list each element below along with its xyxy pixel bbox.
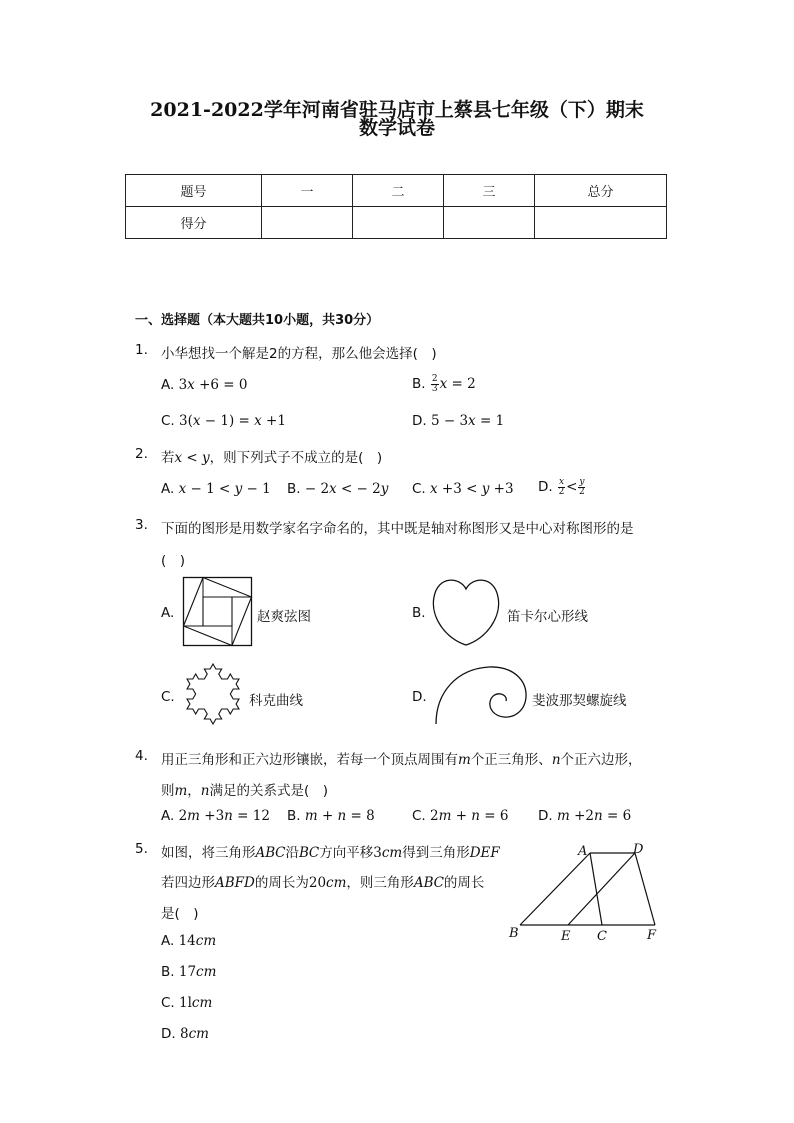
line-de bbox=[568, 853, 635, 925]
option-label: C. bbox=[412, 481, 426, 497]
option-label: B. bbox=[161, 964, 175, 980]
translation-figure bbox=[505, 840, 670, 945]
q3-option-b-label[interactable]: B. bbox=[412, 605, 426, 621]
option-text: 3𝑥 +6 = 0 bbox=[178, 377, 248, 393]
stem-text: 沿 bbox=[285, 845, 299, 861]
score-header-cell: 三 bbox=[444, 175, 535, 207]
stem-text: 用正三角形和正六边形镶嵌，若每一个顶点周围有 bbox=[161, 752, 458, 768]
q2-option-d[interactable] bbox=[538, 478, 586, 497]
point-label-e: E bbox=[561, 929, 571, 944]
option-label: A. bbox=[161, 377, 175, 393]
option-label: D. bbox=[412, 413, 427, 429]
q3-option-a-text: 赵爽弦图 bbox=[257, 609, 311, 625]
q3-option-d-label[interactable]: D. bbox=[412, 689, 427, 705]
stem-text: ，则三角形 bbox=[346, 875, 414, 891]
q5-option-b[interactable] bbox=[161, 964, 216, 980]
q3-paren: ( ) bbox=[161, 553, 186, 569]
option-label: C. bbox=[161, 995, 175, 1011]
stem-text: 若 bbox=[161, 450, 175, 466]
q4-option-a[interactable] bbox=[161, 808, 270, 824]
score-header-cell: 二 bbox=[353, 175, 444, 207]
line-ac bbox=[590, 853, 602, 925]
stem-math: 𝐴𝐵𝐹𝐷 bbox=[215, 875, 255, 891]
option-text: 1l𝑐𝑚 bbox=[179, 995, 213, 1011]
fraction: $\frac{2}{3}$ bbox=[431, 374, 438, 394]
point-label-d: D bbox=[633, 842, 644, 857]
stem-text: 方向平移 bbox=[319, 845, 374, 861]
stem-text: 满足的关系式是( ) bbox=[209, 783, 329, 799]
zhao-shuang-diagram bbox=[183, 577, 252, 646]
q1-stem: 小华想找一个解是2的方程，那么他会选择( ) bbox=[161, 346, 437, 362]
option-label: B. bbox=[287, 481, 301, 497]
option-text: 17𝑐𝑚 bbox=[178, 964, 217, 980]
option-label: B. bbox=[287, 808, 301, 824]
stem-text: 的周长为 bbox=[254, 875, 309, 891]
stem-text: 如图，将三角形 bbox=[161, 845, 256, 861]
q3-number: 3. bbox=[135, 517, 148, 533]
exam-title-line2: 数学试卷 bbox=[358, 117, 435, 139]
q1-option-d[interactable] bbox=[412, 413, 504, 429]
fraction: $\frac{\text{𝑦}}{2}$ bbox=[579, 477, 585, 497]
stem-math: 𝐷𝐸𝐹 bbox=[469, 845, 500, 861]
score-cell[interactable] bbox=[353, 207, 444, 239]
option-text: 𝑚 + 𝑛 = 8 bbox=[304, 808, 375, 824]
option-label: C. bbox=[161, 413, 175, 429]
q3-option-b-text: 笛卡尔心形线 bbox=[507, 609, 588, 625]
option-text: 2𝑚 +3𝑛 = 12 bbox=[178, 808, 270, 824]
point-label-b: B bbox=[509, 926, 519, 941]
stem-math: 3𝑐𝑚 bbox=[373, 845, 403, 861]
q1-number: 1. bbox=[135, 342, 148, 358]
q3-option-d-text: 斐波那契螺旋线 bbox=[532, 693, 627, 709]
q5-number: 5. bbox=[135, 841, 148, 857]
option-label: D. bbox=[538, 479, 553, 495]
q1-option-a[interactable] bbox=[161, 377, 247, 393]
q5-stem-line2 bbox=[161, 871, 484, 891]
q5-option-d[interactable] bbox=[161, 1026, 209, 1042]
koch-snowflake bbox=[178, 658, 248, 728]
q4-stem-line2 bbox=[161, 779, 328, 799]
stem-math: 20𝑐𝑚 bbox=[308, 875, 347, 891]
stem-math: 𝑚 bbox=[458, 752, 471, 768]
fibonacci-spiral bbox=[434, 665, 529, 725]
cardioid-curve bbox=[430, 575, 502, 647]
section-heading: 一、选择题（本大题共10小题，共30分） bbox=[135, 313, 380, 328]
point-label-f: F bbox=[647, 928, 657, 943]
q2-stem bbox=[161, 446, 382, 466]
option-label: C. bbox=[412, 808, 426, 824]
option-text: < bbox=[566, 479, 578, 495]
option-text: 2𝑚 + 𝑛 = 6 bbox=[430, 808, 509, 824]
q3-stem: 下面的图形是用数学家名字命名的，其中既是轴对称图形又是中心对称图形的是 bbox=[161, 521, 634, 537]
line-ba bbox=[520, 853, 590, 925]
q2-option-a[interactable] bbox=[161, 481, 271, 497]
option-text: 𝑥 − 1 < 𝑦 − 1 bbox=[178, 481, 271, 497]
score-header-cell: 一 bbox=[262, 175, 353, 207]
stem-text: 个正六边形， bbox=[560, 752, 642, 768]
option-text: 3(𝑥 − 1) = 𝑥 +1 bbox=[179, 413, 286, 429]
q4-number: 4. bbox=[135, 748, 148, 764]
q4-option-c[interactable] bbox=[412, 808, 508, 824]
q5-stem-line1 bbox=[161, 841, 500, 861]
stem-math: 𝐵𝐶 bbox=[299, 845, 320, 861]
score-table-header-row bbox=[126, 175, 667, 207]
score-cell[interactable] bbox=[535, 207, 667, 239]
stem-math: 𝑥 < 𝑦 bbox=[174, 450, 210, 466]
score-cell[interactable] bbox=[262, 207, 353, 239]
q2-option-c[interactable] bbox=[412, 481, 514, 497]
score-table-score-row bbox=[126, 207, 667, 239]
q4-option-b[interactable] bbox=[287, 808, 375, 824]
stem-text: 得到三角形 bbox=[402, 845, 470, 861]
q1-option-c[interactable] bbox=[161, 413, 286, 429]
option-label: D. bbox=[161, 1026, 176, 1042]
score-row-label: 得分 bbox=[126, 207, 262, 239]
option-label: A. bbox=[161, 933, 175, 949]
q2-number: 2. bbox=[135, 446, 148, 462]
q1-option-b[interactable] bbox=[412, 375, 476, 394]
score-header-cell: 题号 bbox=[126, 175, 262, 207]
stem-math: 𝑛 bbox=[551, 752, 561, 768]
score-header-cell: 总分 bbox=[535, 175, 667, 207]
stem-text: 的周长 bbox=[443, 875, 485, 891]
stem-math: 𝐴𝐵𝐶 bbox=[413, 875, 444, 891]
exam-title-line1: 2021-2022学年河南省驻马店市上蔡县七年级（下）期末 bbox=[150, 99, 644, 121]
option-label: A. bbox=[161, 481, 175, 497]
stem-text: ，则下列式子不成立的是( ) bbox=[209, 450, 383, 466]
q5-option-a[interactable] bbox=[161, 933, 216, 949]
option-label: D. bbox=[538, 808, 553, 824]
option-label: A. bbox=[161, 808, 175, 824]
option-text: 14𝑐𝑚 bbox=[178, 933, 217, 949]
point-label-c: C bbox=[597, 929, 607, 944]
option-label: B. bbox=[412, 376, 426, 392]
option-text: 8𝑐𝑚 bbox=[179, 1026, 209, 1042]
q3-option-a-label[interactable]: A. bbox=[161, 605, 175, 621]
q2-option-b[interactable] bbox=[287, 481, 388, 497]
option-text: − 2𝑥 < − 2𝑦 bbox=[304, 481, 389, 497]
q4-stem-line1 bbox=[161, 748, 642, 768]
fraction: $\frac{\text{𝑥}}{2}$ bbox=[558, 477, 565, 497]
line-df bbox=[635, 853, 655, 925]
stem-math: 𝐴𝐵𝐶 bbox=[255, 845, 286, 861]
option-text: 5 − 3𝑥 = 1 bbox=[430, 413, 505, 429]
stem-text: 若四边形 bbox=[161, 875, 215, 891]
point-label-a: A bbox=[578, 844, 588, 859]
stem-text: 则 bbox=[161, 783, 175, 799]
q4-option-d[interactable] bbox=[538, 808, 631, 824]
stem-math: 𝑚，𝑛 bbox=[174, 783, 210, 799]
score-cell[interactable] bbox=[444, 207, 535, 239]
option-text: 𝑥 = 2 bbox=[439, 376, 476, 392]
q5-option-c[interactable] bbox=[161, 995, 212, 1011]
q3-option-c-text: 科克曲线 bbox=[249, 693, 303, 709]
option-text: 𝑥 +3 < 𝑦 +3 bbox=[430, 481, 514, 497]
option-text: 𝑚 +2𝑛 = 6 bbox=[556, 808, 632, 824]
q3-option-c-label[interactable]: C. bbox=[161, 689, 175, 705]
score-table bbox=[125, 174, 667, 239]
stem-text: 个正三角形、 bbox=[470, 752, 552, 768]
q5-stem-line3: 是( ) bbox=[161, 906, 199, 922]
